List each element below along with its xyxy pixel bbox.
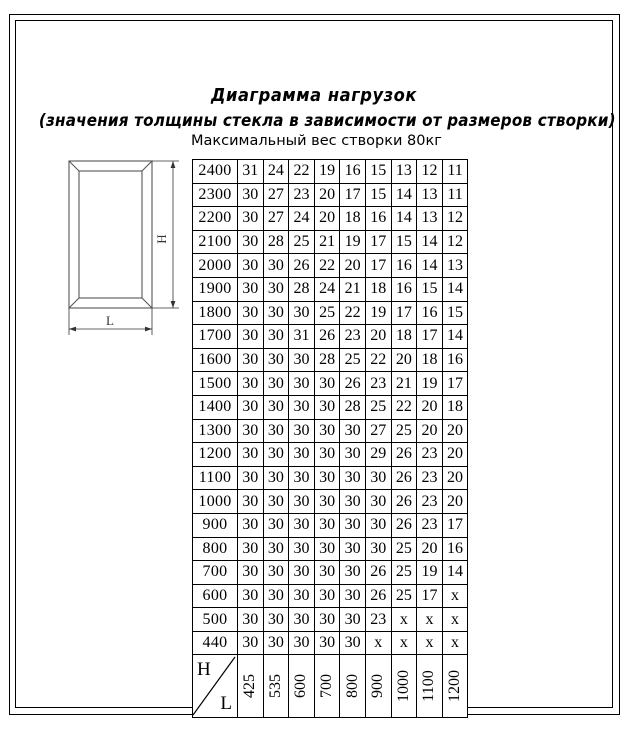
column-header-label: 1200 (446, 670, 464, 703)
thickness-cell: 23 (289, 183, 315, 207)
thickness-cell: 21 (314, 230, 340, 254)
thickness-cell: 30 (314, 631, 340, 655)
dim-arrow-h-bottom (171, 301, 176, 308)
row-header-height: 2400 (193, 160, 238, 184)
thickness-cell: 30 (238, 537, 264, 561)
table-row (193, 325, 468, 349)
thickness-cell: 17 (365, 254, 391, 278)
thickness-cell: 30 (365, 490, 391, 514)
row-header-height: 2300 (193, 183, 238, 207)
thickness-cell: 23 (417, 513, 443, 537)
thickness-cell: 30 (340, 561, 366, 585)
thickness-cell: 30 (263, 301, 289, 325)
column-header-label: 1100 (420, 670, 438, 703)
column-header-label: 1000 (394, 670, 412, 703)
thickness-cell: 30 (238, 325, 264, 349)
column-header-label: 425 (241, 674, 259, 699)
column-header-label: 800 (343, 674, 361, 699)
thickness-cell: 22 (365, 348, 391, 372)
thickness-cell: 30 (289, 537, 315, 561)
thickness-cell: 30 (263, 561, 289, 585)
thickness-cell: 30 (238, 254, 264, 278)
page-title: Диаграмма нагрузок (211, 86, 417, 106)
thickness-cell: 23 (417, 490, 443, 514)
thickness-cell: 25 (391, 419, 417, 443)
row-header-height: 1400 (193, 395, 238, 419)
thickness-cell: 21 (391, 372, 417, 396)
thickness-cell: 17 (340, 183, 366, 207)
thickness-cell: 30 (289, 561, 315, 585)
thickness-cell: 14 (391, 207, 417, 231)
table-row (193, 513, 468, 537)
thickness-cell: 20 (365, 325, 391, 349)
thickness-cell: 22 (340, 301, 366, 325)
thickness-cell: 17 (391, 301, 417, 325)
thickness-cell: 16 (442, 348, 468, 372)
thickness-cell: 30 (340, 490, 366, 514)
thickness-cell: 30 (263, 490, 289, 514)
thickness-cell: 30 (289, 443, 315, 467)
table-row (193, 254, 468, 278)
row-header-height: 2100 (193, 230, 238, 254)
thickness-cell: 30 (263, 277, 289, 301)
thickness-cell: 18 (391, 325, 417, 349)
thickness-cell: 19 (365, 301, 391, 325)
thickness-cell: 14 (417, 254, 443, 278)
axis-corner-cell (193, 655, 238, 718)
page-subtitle-parenthetical: (значения толщины стекла в зависимости от размеров створки) (38, 111, 616, 130)
row-header-height: 800 (193, 537, 238, 561)
thickness-cell: 26 (391, 466, 417, 490)
thickness-cell: 12 (417, 160, 443, 184)
thickness-cell: 30 (238, 490, 264, 514)
thickness-cell: 30 (314, 419, 340, 443)
thickness-cell: 30 (289, 490, 315, 514)
thickness-cell: 15 (417, 277, 443, 301)
column-header-width (365, 655, 391, 718)
axis-label-h: H (197, 659, 211, 681)
thickness-cell: 30 (263, 584, 289, 608)
thickness-cell: 30 (263, 608, 289, 632)
thickness-cell: 28 (314, 348, 340, 372)
table-row (193, 608, 468, 632)
thickness-cell: 30 (263, 372, 289, 396)
column-header-width (263, 655, 289, 718)
column-header-width (391, 655, 417, 718)
thickness-cell: 30 (238, 395, 264, 419)
table-row (193, 183, 468, 207)
table-row (193, 561, 468, 585)
row-header-height: 2000 (193, 254, 238, 278)
thickness-cell: 14 (442, 277, 468, 301)
column-header-label: 600 (292, 674, 310, 699)
sash-mitre-br (142, 298, 152, 308)
table-row (193, 466, 468, 490)
thickness-cell: 13 (417, 183, 443, 207)
thickness-cell: 20 (391, 348, 417, 372)
table-row (193, 348, 468, 372)
thickness-cell: 15 (442, 301, 468, 325)
row-header-height: 1800 (193, 301, 238, 325)
thickness-cell: 30 (314, 443, 340, 467)
thickness-cell: 20 (340, 254, 366, 278)
row-header-height: 600 (193, 584, 238, 608)
thickness-cell: 30 (289, 631, 315, 655)
load-table-container (192, 159, 468, 718)
thickness-cell: 17 (417, 325, 443, 349)
thickness-cell: 27 (365, 419, 391, 443)
thickness-cell: 28 (289, 277, 315, 301)
thickness-cell: 30 (263, 631, 289, 655)
thickness-cell: 22 (391, 395, 417, 419)
thickness-cell: 21 (340, 277, 366, 301)
thickness-cell: 11 (442, 183, 468, 207)
thickness-cell: 15 (365, 160, 391, 184)
thickness-cell: 20 (314, 183, 340, 207)
thickness-cell: 25 (391, 584, 417, 608)
thickness-cell: 30 (340, 466, 366, 490)
thickness-cell: 12 (442, 207, 468, 231)
thickness-cell: 23 (365, 372, 391, 396)
thickness-cell: 30 (365, 537, 391, 561)
thickness-cell: 30 (289, 513, 315, 537)
thickness-cell: 26 (391, 443, 417, 467)
load-table-body (193, 160, 468, 718)
thickness-cell: 26 (314, 325, 340, 349)
thickness-cell: 20 (442, 443, 468, 467)
thickness-cell: 26 (289, 254, 315, 278)
column-header-width (417, 655, 443, 718)
width-dimension-label: L (106, 313, 114, 328)
table-row (193, 419, 468, 443)
thickness-cell: 30 (314, 584, 340, 608)
thickness-cell: 30 (314, 537, 340, 561)
thickness-cell: 12 (442, 230, 468, 254)
thickness-cell: x (442, 584, 468, 608)
thickness-cell: 30 (340, 419, 366, 443)
thickness-cell: 24 (263, 160, 289, 184)
dim-arrow-l-left (69, 327, 76, 332)
thickness-cell: 25 (314, 301, 340, 325)
thickness-cell: 18 (442, 395, 468, 419)
thickness-cell: 14 (417, 230, 443, 254)
thickness-cell: 23 (417, 466, 443, 490)
table-row (193, 372, 468, 396)
height-dimension-label: H (154, 234, 169, 244)
thickness-cell: 30 (314, 608, 340, 632)
thickness-cell: 30 (340, 513, 366, 537)
row-header-height: 700 (193, 561, 238, 585)
thickness-cell: 20 (314, 207, 340, 231)
thickness-cell: 25 (391, 537, 417, 561)
column-header-width (238, 655, 264, 718)
thickness-cell: 30 (289, 395, 315, 419)
thickness-cell: 23 (365, 608, 391, 632)
thickness-cell: 30 (238, 513, 264, 537)
thickness-cell: 30 (263, 348, 289, 372)
thickness-cell: 17 (417, 584, 443, 608)
thickness-cell: 30 (314, 372, 340, 396)
thickness-cell: 20 (442, 490, 468, 514)
thickness-cell: 30 (263, 466, 289, 490)
thickness-cell: 27 (263, 207, 289, 231)
thickness-cell: 19 (417, 372, 443, 396)
sash-outer-rect (69, 161, 152, 308)
thickness-cell: 16 (391, 277, 417, 301)
thickness-cell: 17 (442, 372, 468, 396)
table-row (193, 395, 468, 419)
thickness-cell: 26 (391, 490, 417, 514)
thickness-cell: 13 (417, 207, 443, 231)
thickness-cell: 30 (238, 631, 264, 655)
thickness-cell: 30 (314, 395, 340, 419)
thickness-cell: 30 (238, 608, 264, 632)
thickness-cell: 14 (442, 561, 468, 585)
thickness-cell: x (442, 631, 468, 655)
thickness-cell: x (391, 631, 417, 655)
thickness-cell: 26 (340, 372, 366, 396)
thickness-cell: 18 (340, 207, 366, 231)
dim-arrow-h-top (171, 161, 176, 168)
thickness-cell: 28 (340, 395, 366, 419)
axis-label-l: L (220, 693, 232, 715)
thickness-cell: 17 (442, 513, 468, 537)
max-sash-weight-note: Максимальный вес створки 80кг (191, 133, 442, 149)
thickness-cell: 30 (238, 301, 264, 325)
row-header-height: 1900 (193, 277, 238, 301)
thickness-cell: 23 (340, 325, 366, 349)
table-row (193, 277, 468, 301)
row-header-height: 1500 (193, 372, 238, 396)
row-header-height: 1000 (193, 490, 238, 514)
title-block (15, 86, 616, 130)
thickness-cell: 15 (365, 183, 391, 207)
row-header-height: 900 (193, 513, 238, 537)
thickness-cell: 30 (340, 537, 366, 561)
column-header-width (289, 655, 315, 718)
thickness-cell: 16 (442, 537, 468, 561)
thickness-cell: 16 (391, 254, 417, 278)
thickness-cell: 30 (263, 325, 289, 349)
thickness-cell: 30 (340, 584, 366, 608)
thickness-cell: 30 (238, 183, 264, 207)
thickness-cell: 30 (238, 466, 264, 490)
thickness-cell: 20 (442, 466, 468, 490)
thickness-cell: 20 (417, 419, 443, 443)
thickness-cell: 11 (442, 160, 468, 184)
row-header-height: 1200 (193, 443, 238, 467)
thickness-cell: 30 (238, 584, 264, 608)
thickness-cell: 16 (340, 160, 366, 184)
thickness-cell: 31 (238, 160, 264, 184)
table-header-row (193, 655, 468, 718)
row-header-height: 2200 (193, 207, 238, 231)
thickness-cell: 19 (340, 230, 366, 254)
thickness-cell: 20 (417, 537, 443, 561)
thickness-cell: 25 (340, 348, 366, 372)
table-row (193, 537, 468, 561)
thickness-cell: 24 (314, 277, 340, 301)
thickness-cell: 30 (238, 348, 264, 372)
row-header-height: 1300 (193, 419, 238, 443)
thickness-cell: 22 (314, 254, 340, 278)
thickness-cell: x (442, 608, 468, 632)
thickness-cell: 30 (238, 561, 264, 585)
thickness-cell: 30 (289, 419, 315, 443)
thickness-cell: 30 (289, 372, 315, 396)
thickness-cell: 16 (417, 301, 443, 325)
thickness-cell: 18 (365, 277, 391, 301)
thickness-cell: 30 (289, 608, 315, 632)
thickness-cell: x (365, 631, 391, 655)
glass-thickness-table (192, 159, 468, 718)
thickness-cell: 16 (365, 207, 391, 231)
thickness-cell: 30 (263, 443, 289, 467)
thickness-cell: 26 (365, 584, 391, 608)
dim-arrow-l-right (145, 327, 152, 332)
sash-inner-rect (79, 171, 142, 298)
column-header-label: 700 (318, 674, 336, 699)
column-header-label: 900 (369, 674, 387, 699)
thickness-cell: 22 (289, 160, 315, 184)
table-row (193, 443, 468, 467)
thickness-cell: 30 (365, 513, 391, 537)
column-header-width (442, 655, 468, 718)
sash-mitre-tr (142, 161, 152, 171)
thickness-cell: 30 (365, 466, 391, 490)
thickness-cell: 25 (365, 395, 391, 419)
thickness-cell: 30 (289, 584, 315, 608)
thickness-cell: 30 (238, 443, 264, 467)
column-header-label: 535 (266, 674, 284, 699)
table-row (193, 207, 468, 231)
thickness-cell: 14 (391, 183, 417, 207)
thickness-cell: 15 (391, 230, 417, 254)
thickness-cell: 17 (365, 230, 391, 254)
thickness-cell: 23 (417, 443, 443, 467)
thickness-cell: 30 (263, 537, 289, 561)
thickness-cell: 30 (238, 372, 264, 396)
thickness-cell: 30 (340, 631, 366, 655)
thickness-cell: 26 (391, 513, 417, 537)
thickness-cell: 25 (289, 230, 315, 254)
row-header-height: 440 (193, 631, 238, 655)
thickness-cell: x (417, 631, 443, 655)
sash-diagram-svg (45, 155, 190, 345)
thickness-cell: 26 (365, 561, 391, 585)
thickness-cell: 30 (314, 490, 340, 514)
table-row (193, 301, 468, 325)
thickness-cell: 30 (289, 348, 315, 372)
thickness-cell: 14 (442, 325, 468, 349)
thickness-cell: 13 (442, 254, 468, 278)
thickness-cell: 30 (314, 466, 340, 490)
table-row (193, 631, 468, 655)
thickness-cell: 30 (289, 301, 315, 325)
row-header-height: 1100 (193, 466, 238, 490)
table-row (193, 160, 468, 184)
thickness-cell: x (417, 608, 443, 632)
thickness-cell: 25 (391, 561, 417, 585)
thickness-cell: 19 (417, 561, 443, 585)
row-header-height: 1600 (193, 348, 238, 372)
thickness-cell: 29 (365, 443, 391, 467)
table-row (193, 230, 468, 254)
thickness-cell: 27 (263, 183, 289, 207)
thickness-cell: 30 (340, 443, 366, 467)
thickness-cell: 20 (417, 395, 443, 419)
row-header-height: 500 (193, 608, 238, 632)
thickness-cell: 30 (340, 608, 366, 632)
thickness-cell: 28 (263, 230, 289, 254)
thickness-cell: x (391, 608, 417, 632)
thickness-cell: 30 (314, 513, 340, 537)
row-header-height: 1700 (193, 325, 238, 349)
thickness-cell: 19 (314, 160, 340, 184)
table-row (193, 490, 468, 514)
column-header-width (314, 655, 340, 718)
thickness-cell: 24 (289, 207, 315, 231)
sash-mitre-bl (69, 298, 79, 308)
sash-mitre-tl (69, 161, 79, 171)
thickness-cell: 13 (391, 160, 417, 184)
window-sash-diagram (45, 155, 190, 350)
thickness-cell: 30 (238, 207, 264, 231)
thickness-cell: 30 (263, 254, 289, 278)
thickness-cell: 30 (263, 395, 289, 419)
thickness-cell: 30 (238, 230, 264, 254)
thickness-cell: 30 (263, 419, 289, 443)
table-row (193, 584, 468, 608)
thickness-cell: 30 (238, 277, 264, 301)
thickness-cell: 18 (417, 348, 443, 372)
thickness-cell: 30 (289, 466, 315, 490)
thickness-cell: 30 (314, 561, 340, 585)
thickness-cell: 31 (289, 325, 315, 349)
thickness-cell: 20 (442, 419, 468, 443)
column-header-width (340, 655, 366, 718)
thickness-cell: 30 (238, 419, 264, 443)
thickness-cell: 30 (263, 513, 289, 537)
